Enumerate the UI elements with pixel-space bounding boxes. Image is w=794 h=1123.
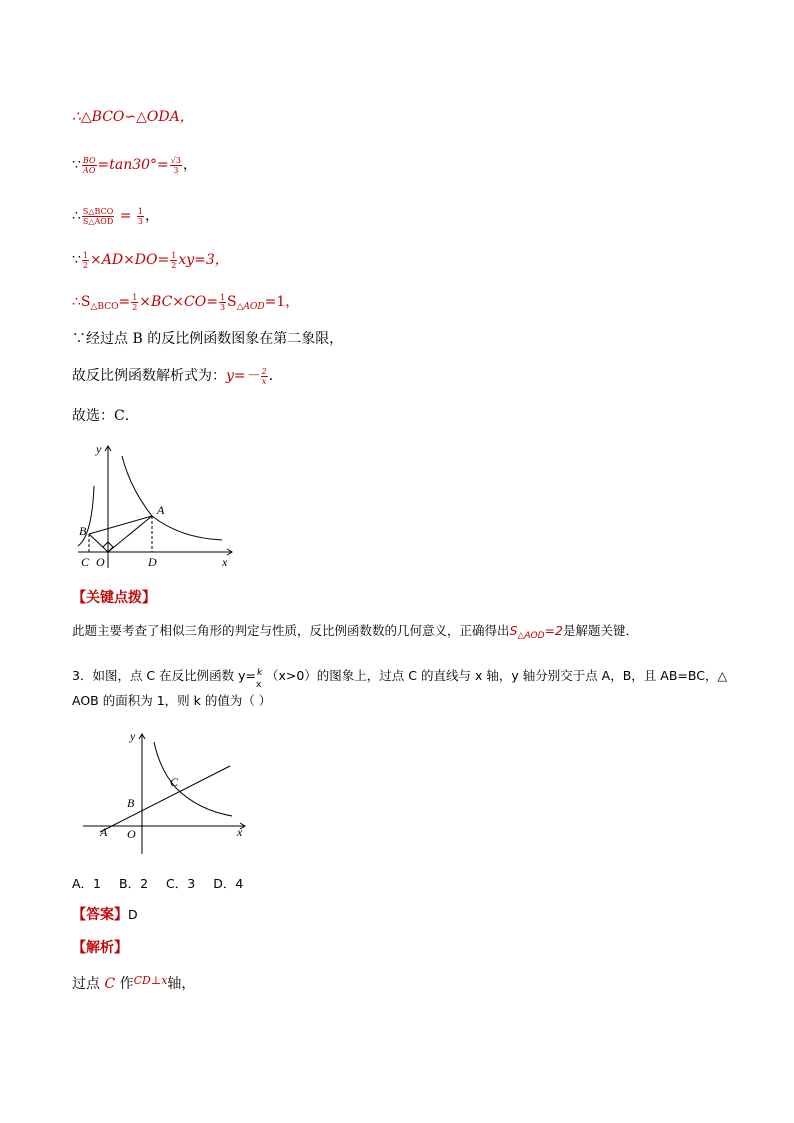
frac-den: 3 [219, 302, 226, 312]
fraction-1-2 [170, 251, 177, 270]
fraction-sqrt3-3 [170, 156, 182, 175]
question-text-cont: （x>0）的图象上，过点 C 的直线与 x 轴，y 轴分别交于点 A，B，且 AB=BC，△ [265, 668, 728, 683]
because-symbol: ∵ [72, 252, 81, 268]
keypoint-end: 是解题关键． [562, 623, 638, 638]
frac-den: x [261, 376, 267, 386]
solution-line-function [72, 366, 283, 386]
frac-den: S△AOD [82, 216, 114, 226]
frac-den: 2 [132, 302, 138, 312]
frac-num: 1 [219, 292, 226, 302]
label-b: B [127, 796, 135, 810]
segment-ba [89, 516, 152, 534]
label-c: C [81, 555, 90, 569]
xy-text: xy=3， [178, 252, 229, 268]
frac-den: 2 [82, 260, 89, 270]
fraction-bo-ao [82, 156, 97, 175]
figure-line-hyperbola [80, 726, 255, 861]
s-symbol: S [227, 294, 237, 310]
analysis-tag: 【解析】 [72, 940, 128, 956]
point-c: C [104, 976, 116, 992]
analysis-text-mid: 作 [115, 976, 134, 992]
y-equals: y=－ [226, 368, 260, 384]
label-a: A [157, 503, 165, 517]
solution-line-bco-area [72, 292, 299, 317]
label-a: A [100, 825, 108, 839]
solution-line-choice [72, 406, 139, 426]
analysis-line-1 [72, 971, 195, 994]
answer-line [72, 905, 138, 925]
solution-line-area-ratio [72, 206, 159, 226]
option-d: D．4 [213, 876, 244, 891]
fraction-1-3 [219, 293, 226, 312]
fraction-1-3 [137, 207, 144, 226]
frac-num: 1 [171, 250, 177, 260]
fraction-2-x [261, 367, 268, 386]
equals: = [118, 294, 131, 310]
keypoint-body: 此题主要考查了相似三角形的判定与性质，反比例函数数的几何意义，正确得出 [72, 623, 510, 638]
tan-text: =tan30°= [97, 157, 169, 173]
therefore-s: ∴S [72, 294, 91, 310]
comma: ， [182, 157, 197, 173]
frac-den: 3 [173, 165, 179, 175]
frac-num: BO [82, 155, 96, 165]
frac-den: 2 [171, 260, 177, 270]
comma: ， [145, 208, 159, 224]
period: ． [268, 368, 283, 384]
quadrant-statement: ∵经过点 B 的反比例函数图象在第二象限， [72, 331, 344, 347]
frac-num: S△BCO [82, 206, 114, 216]
frac-k: k [256, 668, 263, 678]
therefore-symbol: ∴ [72, 208, 81, 224]
frac-den: 3 [137, 216, 143, 226]
label-x: x [237, 825, 243, 839]
hyperbola [154, 742, 232, 816]
hyperbola-first-quadrant [122, 456, 222, 540]
frac-x: x [255, 680, 262, 690]
product-text: ×AD×DO= [90, 252, 170, 268]
answer-tag: 【答案】 [72, 907, 128, 923]
frac-num: 2 [261, 366, 267, 376]
equals-2: =2 [544, 623, 563, 638]
keypoint-heading [72, 588, 156, 608]
keypoint-text [72, 621, 638, 646]
line-abc [100, 766, 230, 832]
product-text: ×BC×CO= [139, 294, 218, 310]
question-line-2 [72, 691, 271, 711]
fraction-1-2 [82, 251, 89, 270]
frac-num: 1 [82, 250, 89, 260]
segment-bo [89, 534, 108, 552]
question-text-end: AOB 的面积为 1，则 k 的值为（ ） [72, 693, 272, 708]
s-symbol: S [509, 623, 518, 638]
subscript-bco: △BCO [90, 302, 119, 312]
because-symbol: ∵ [72, 157, 81, 173]
solution-line-tan [72, 155, 197, 175]
label-b: B [79, 524, 87, 538]
solution-line-similar [72, 107, 194, 127]
function-label: 故反比例函数解析式为： [72, 368, 226, 384]
frac-den: AO [83, 165, 96, 175]
analysis-text-end: 轴， [167, 976, 196, 992]
label-c: C [170, 775, 179, 789]
question-text: 3．如图，点 C 在反比例函数 y= [72, 668, 256, 683]
label-o: O [96, 555, 105, 569]
keypoint-tag: 【关键点拨】 [72, 590, 156, 606]
frac-num: 1 [137, 206, 143, 216]
label-d: D [148, 555, 157, 569]
option-c: C．3 [166, 876, 196, 891]
frac-num: √3 [170, 155, 181, 165]
answer-value: D [128, 907, 138, 922]
subscript-aod: △AOD [236, 302, 265, 312]
choice-statement: 故选：C． [72, 408, 139, 424]
solution-line-quadrant [72, 329, 343, 349]
option-a: A．1 [72, 876, 102, 891]
question-line-1 [72, 666, 728, 690]
label-y: y [96, 442, 102, 456]
options-row [72, 874, 243, 894]
frac-num: 1 [132, 292, 138, 302]
label-o: O [127, 827, 136, 841]
fraction-area-ratio [82, 207, 114, 226]
figure-hyperbola-triangles [70, 436, 240, 576]
result-text: =1， [264, 294, 300, 310]
subscript-aod: △AOD [517, 631, 545, 641]
label-x: x [222, 555, 228, 569]
similar-statement: ∴△BCO∽△ODA， [72, 109, 194, 125]
equals: = [115, 208, 136, 224]
segment-oa [108, 516, 152, 552]
label-y: y [130, 729, 136, 743]
fraction-1-2 [131, 293, 138, 312]
analysis-text: 过点 [72, 976, 105, 992]
option-b: B．2 [119, 876, 149, 891]
solution-line-aod-area [72, 250, 229, 270]
analysis-heading [72, 938, 128, 958]
perpendicular-expr: CD⊥x [133, 974, 168, 987]
